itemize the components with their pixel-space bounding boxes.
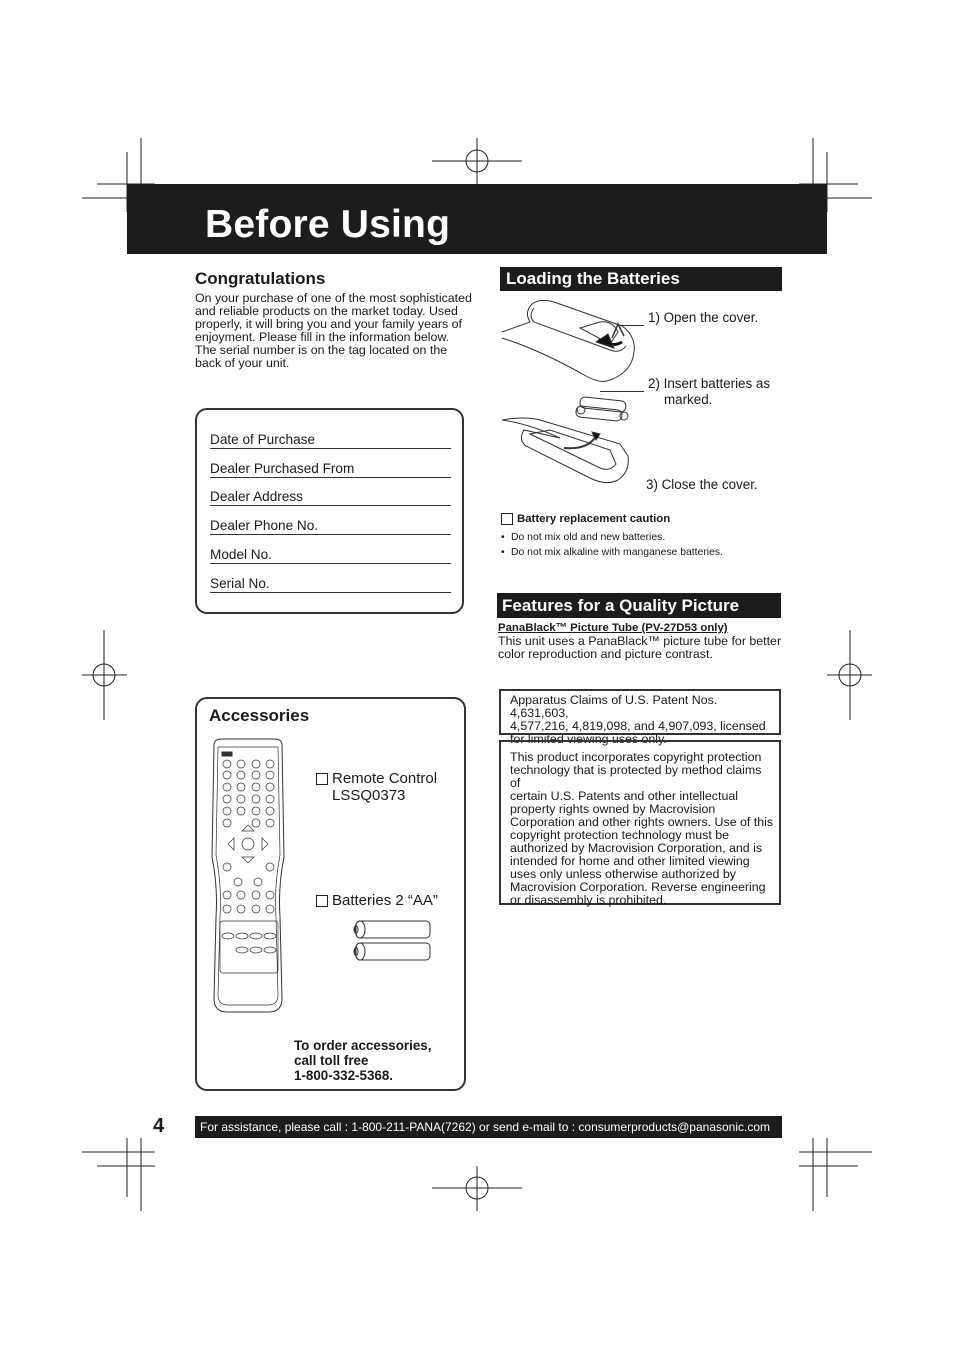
battery-caution-list — [501, 530, 723, 560]
page-title: Before Using — [205, 203, 451, 246]
loading-batteries-heading: Loading the Batteries — [500, 267, 782, 291]
caution-checkbox-icon — [501, 513, 513, 525]
features-heading: Features for a Quality Picture — [497, 593, 781, 618]
step2-leader-line — [600, 391, 644, 392]
dealer-phone-field[interactable]: Dealer Phone No. — [210, 518, 451, 535]
congratulations-heading: Congratulations — [195, 269, 326, 288]
battery-illustration — [350, 918, 434, 964]
serial-no-field[interactable]: Serial No. — [210, 576, 451, 593]
step-insert-batteries: 2) Insert batteries as marked. — [648, 376, 771, 407]
model-no-field[interactable]: Model No. — [210, 547, 451, 564]
congratulations-text: On your purchase of one of the most sophisticated and reliable products on the market today. Used properly, it will bring you and your family years of enjoyment. Please fill in the information below. The serial number is on the tag located on the back of your unit. — [195, 291, 472, 370]
remote-control-illustration — [208, 737, 288, 1017]
step-open-cover: 1) Open the cover. — [648, 310, 759, 325]
dealer-purchased-from-field[interactable]: Dealer Purchased From — [210, 461, 451, 478]
step-close-cover: 3) Close the cover. — [646, 477, 758, 492]
panablack-title: PanaBlack™ Picture Tube (PV-27D53 only) — [498, 622, 728, 634]
step1-leader-line — [620, 325, 644, 326]
dealer-address-field[interactable]: Dealer Address — [210, 489, 451, 506]
list-item: • Do not mix old and new batteries. — [501, 530, 723, 545]
patent-notice: Apparatus Claims of U.S. Patent Nos. 4,631,603, 4,577,216, 4,819,098, and 4,907,093, licensed for limited viewing uses only. — [499, 689, 781, 735]
panablack-text: This unit uses a PanaBlack™ picture tube for better color reproduction and picture contrast. — [498, 634, 782, 661]
remote-control-label: Remote Control LSSQ0373 — [316, 770, 437, 804]
battery-caution-heading: Battery replacement caution — [501, 513, 670, 525]
remote-insert-batteries-illustration — [500, 394, 640, 492]
date-of-purchase-field[interactable]: Date of Purchase — [210, 432, 451, 449]
list-item: • Do not mix alkaline with manganese batteries. — [501, 545, 723, 560]
purchase-info-form — [195, 408, 464, 614]
macrovision-notice: This product incorporates copyright protection technology that is protected by method claims of certain U.S. Patents and other intellectual property rights owned by Macrovision Corporation and other rights owners. Use of this copyright protection technology must be authorized by Macrovision Corporation, and is intended for home and other limited viewing uses only unless otherwise authorized by Macrovision Corporation. Reverse engineering or disassembly is prohibited. — [499, 740, 781, 905]
remote-open-cover-illustration — [500, 298, 646, 388]
accessories-heading: Accessories — [209, 706, 310, 725]
order-info: To order accessories, call toll free 1-800-332-5368. — [294, 1038, 432, 1083]
assistance-footer: For assistance, please call : 1-800-211-PANA(7262) or send e-mail to : consumerproducts@panasonic.com — [195, 1116, 782, 1138]
page-number: 4 — [153, 1115, 165, 1137]
batteries-checkbox-icon — [316, 895, 328, 907]
remote-checkbox-icon — [316, 773, 328, 785]
batteries-label: Batteries 2 “AA” — [316, 892, 438, 909]
